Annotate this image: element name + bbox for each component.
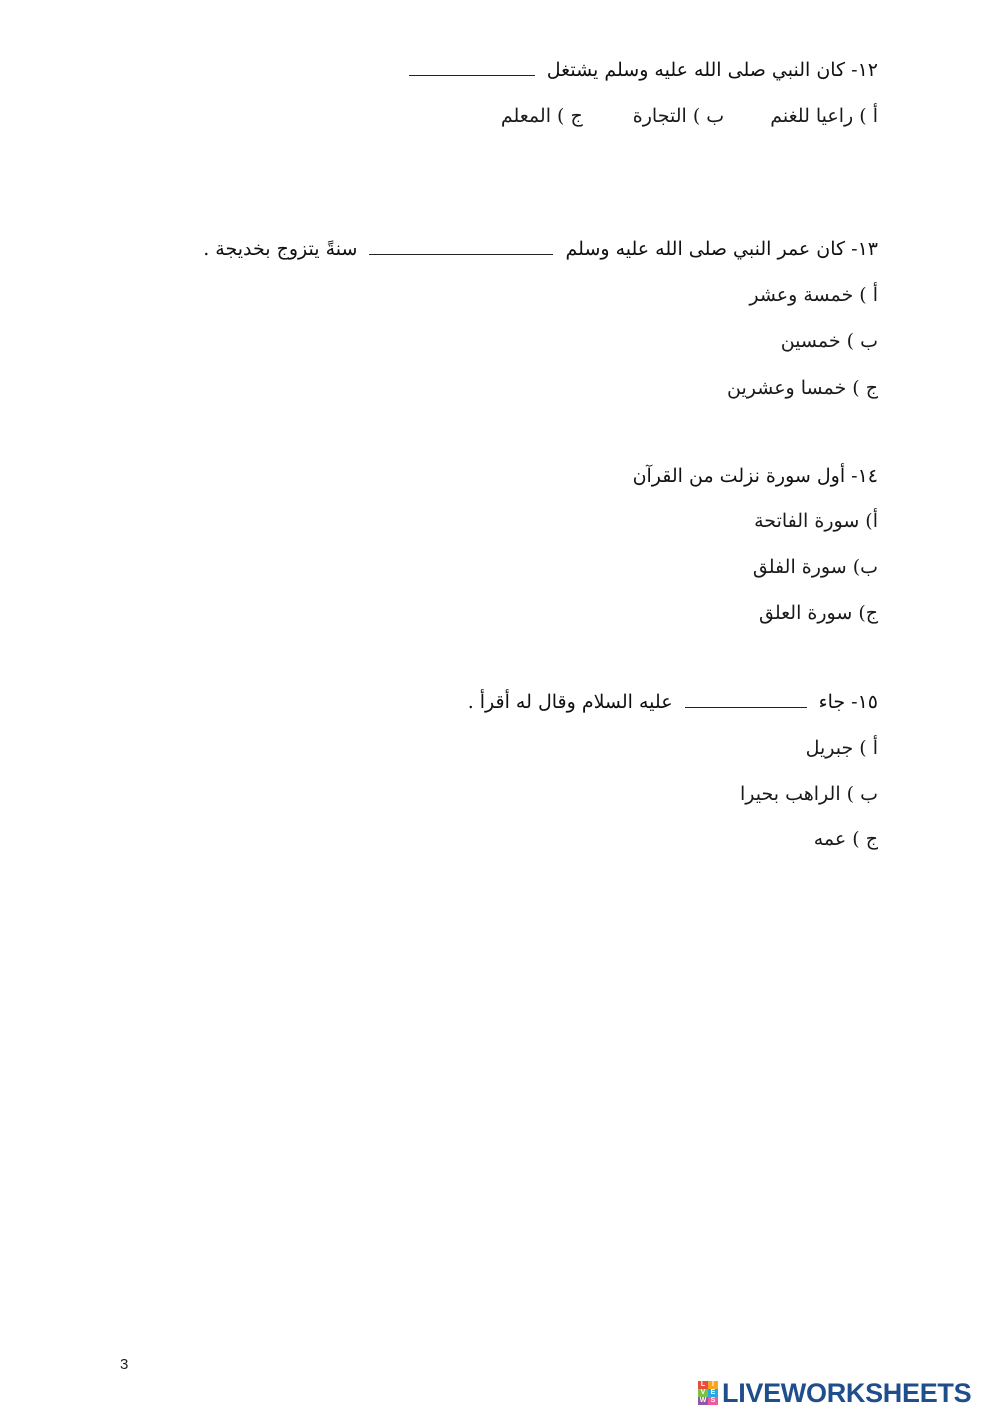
brand-name: LIVEWORKSHEETS [722,1377,972,1408]
option-label: ب) [852,556,878,578]
question-text: جاء [818,691,846,713]
option-label: أ ) [859,284,878,306]
question-15-stem [468,687,878,717]
question-number: ١٥- [851,691,878,713]
option-text: سورة العلق [758,602,853,624]
option-b[interactable] [753,552,878,582]
liveworksheets-brand[interactable] [698,1377,972,1408]
answer-blank[interactable] [409,61,535,76]
question-13-stem [203,234,878,264]
question-text: أول سورة نزلت من القرآن [632,465,846,487]
question-12-stem [403,55,878,85]
question-number: ١٤- [851,465,878,487]
option-text: عمه [813,828,847,850]
option-text: الراهب بحيرا [740,783,841,805]
option-c[interactable] [814,824,878,854]
option-label: ج ) [852,828,878,850]
question-number: ١٣- [851,238,878,260]
question-text-end: عليه السلام وقال له أقرأ . [467,691,673,713]
option-label: ج) [858,602,878,624]
option-label: ب ) [846,783,878,805]
option-a[interactable] [754,506,878,536]
page-number: 3 [120,1356,129,1373]
option-c[interactable] [501,101,583,131]
option-label: ج ) [852,377,878,399]
option-c[interactable] [759,598,878,628]
option-label: ب ) [692,105,725,127]
option-text: جبريل [805,737,854,759]
option-text: سورة الفلق [752,556,847,578]
option-text: خمسين [780,330,841,352]
option-text: خمسة وعشر [749,284,854,306]
option-b[interactable] [740,779,878,809]
option-text: سورة الفاتحة [754,510,860,532]
option-label: أ ) [859,737,878,759]
option-label: ب ) [846,330,878,352]
question-number: ١٢- [851,59,878,81]
question-14-stem [633,461,878,491]
option-text: خمسا وعشرين [727,377,847,399]
question-text-end: سنةً يتزوج بخديجة . [203,238,358,260]
answer-blank[interactable] [685,693,807,708]
option-a[interactable] [770,101,878,131]
question-text: كان عمر النبي صلى الله عليه وسلم [565,238,846,260]
option-text: التجارة [632,105,687,127]
option-a[interactable] [749,280,878,310]
option-text: راعيا للغنم [770,105,854,127]
option-label: أ) [865,510,878,532]
option-c[interactable] [727,373,878,403]
option-b[interactable] [781,326,878,356]
answer-blank[interactable] [369,240,553,255]
option-b[interactable] [633,101,724,131]
question-12-options [501,101,878,131]
option-label: أ ) [859,105,878,127]
option-text: المعلم [500,105,551,127]
question-text: كان النبي صلى الله عليه وسلم يشتغل [546,59,846,81]
liveworksheets-logo-icon: L I V E W S [698,1381,718,1405]
option-label: ج ) [557,105,583,127]
option-a[interactable] [806,733,878,763]
